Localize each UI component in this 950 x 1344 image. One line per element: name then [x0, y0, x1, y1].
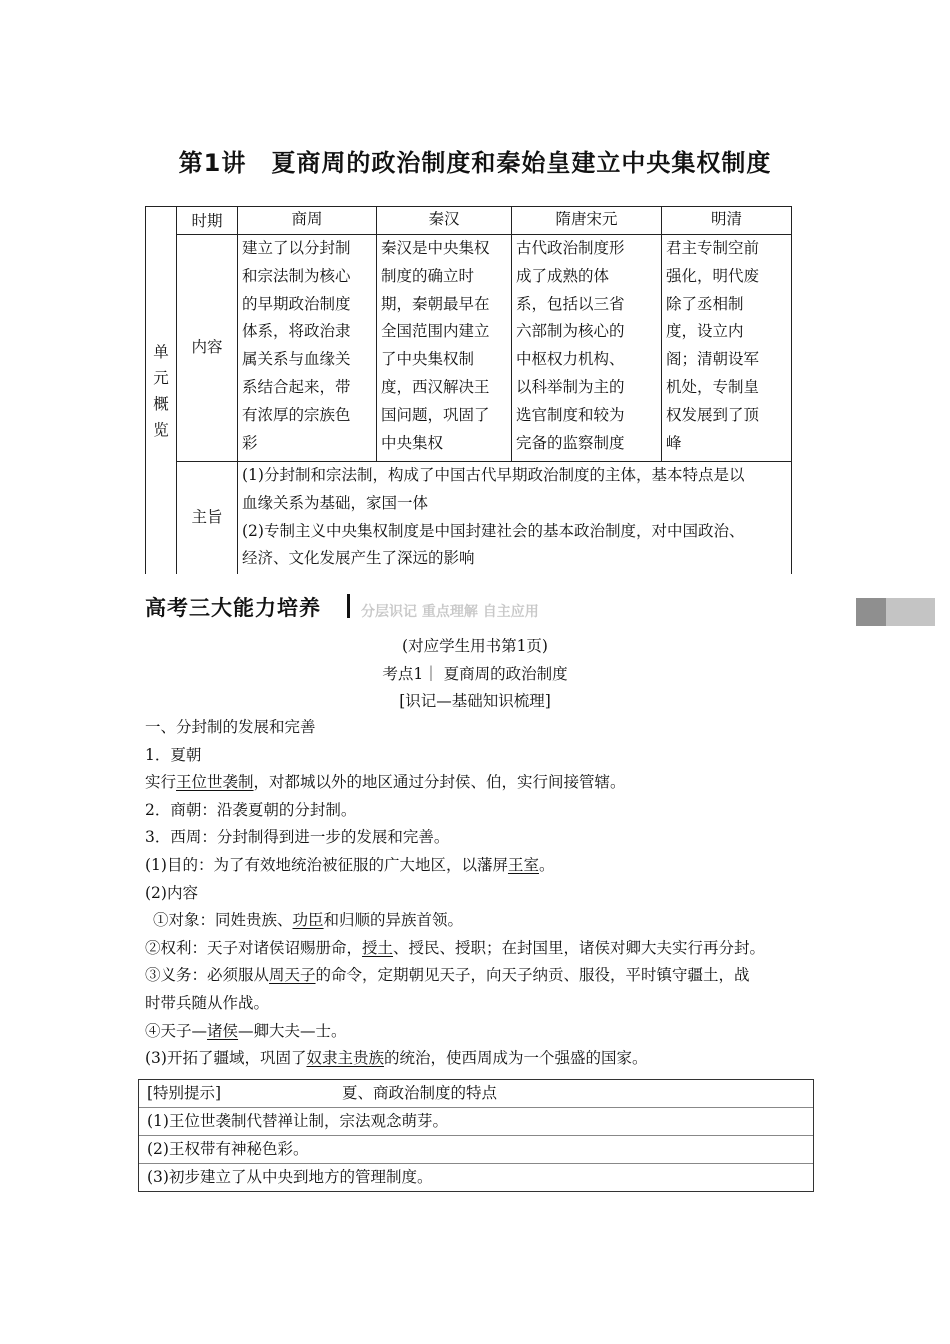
duty-text: ③义务：必须服从周天子的命令，定期朝见天子，向天子纳贡、服役，平时镇守疆土，战	[145, 966, 750, 985]
tip-item: (1)王位世袭制代替禅让制，宗法观念萌芽。	[139, 1108, 813, 1136]
rights-text: ②权利：天子对诸侯诏赐册命，授土、授民、授职；在封国里，诸侯对卿大夫实行再分封。	[145, 938, 766, 957]
theme-header: 主旨	[177, 462, 238, 575]
tip-label: [特别提示]	[147, 1084, 222, 1102]
tip-header	[139, 1080, 813, 1108]
period-qinhan: 秦汉	[377, 207, 512, 235]
content-heading: (2)内容	[145, 883, 198, 902]
book-reference: (对应学生用书第1页)	[402, 637, 548, 655]
zhou-text: 3．西周：分封制得到进一步的发展和完善。	[145, 828, 450, 847]
section-heading: 一、分封制的发展和完善	[145, 718, 316, 736]
result-text: (3)开拓了疆域，巩固了奴隶主贵族的统治，使西周成为一个强盛的国家。	[145, 1049, 648, 1068]
xia-text: 实行王位世袭制，对都城以外的地区通过分封侯、伯，实行间接管辖。	[145, 773, 626, 792]
section-banner	[145, 592, 935, 626]
content-suitang: 古代政治制度形 成了成熟的体 系，包括以三省 六部制为核心的 中枢权力机构、 以科举制为主的 选官制度和较为 完备的监察制度	[512, 235, 662, 462]
duty-text-cont: 时带兵随从作战。	[145, 993, 270, 1012]
body-text	[145, 714, 825, 1073]
unit-overview-table	[145, 206, 792, 574]
theme-content: (1)分封制和宗法制，构成了中国古代早期政治制度的主体，基本特点是以 血缘关系为基础，家国一体 (2)专制主义中央集权制度是中国封建社会的基本政治制度，对中国政治、 经济、文化发展产生了深远的影响	[238, 462, 792, 575]
banner-block-light	[886, 598, 935, 626]
banner-title: 高考三大能力培养	[145, 596, 321, 620]
purpose-text: (1)目的：为了有效地统治被征服的广大地区，以藩屏王室。	[145, 855, 555, 874]
content-qinhan: 秦汉是中央集权 制度的确立时 期，秦朝最早在 全国范围内建立 了中央集权制 度，西汉解决王 国问题，巩固了 中央集权	[377, 235, 512, 462]
content-shangzhou: 建立了以分封制 和宗法制为核心 的早期政治制度 体系，将政治隶 属关系与血缘关 系结合起来，带 有浓厚的宗族色 彩	[238, 235, 377, 462]
tip-item: (3)初步建立了从中央到地方的管理制度。	[147, 1168, 433, 1186]
content-mingqing: 君主专制空前 强化，明代废 除了丞相制 度，设立内 阁；清朝设军 机处，专制皇 权发展到了顶 峰	[662, 235, 792, 462]
special-tip-box	[138, 1079, 814, 1192]
banner-subtitle: 分层识记 重点理解 自主应用	[361, 604, 539, 620]
page-title: 第1讲 夏商周的政治制度和秦始皇建立中央集权制度	[178, 149, 772, 177]
shang-text: 2．商朝：沿袭夏朝的分封制。	[145, 800, 357, 819]
period-suitang: 隋唐宋元	[512, 207, 662, 235]
banner-divider	[347, 594, 350, 618]
banner-block-dark	[856, 598, 886, 626]
subtopic-heading: [识记—基础知识梳理]	[399, 692, 551, 710]
content-header: 内容	[177, 235, 238, 462]
unit-overview-label: 单 元 概 览	[146, 207, 177, 575]
period-shangzhou: 商周	[238, 207, 377, 235]
tip-item: (2)王权带有神秘色彩。	[139, 1136, 813, 1164]
tip-heading: 夏、商政治制度的特点	[342, 1084, 498, 1102]
xia-title: 1．夏朝	[145, 745, 202, 764]
topic-heading: 考点1｜ 夏商周的政治制度	[382, 665, 568, 683]
object-text: ①对象：同姓贵族、功臣和归顺的异族首领。	[153, 911, 464, 930]
period-mingqing: 明清	[662, 207, 792, 235]
hierarchy-text: ④天子—诸侯—卿大夫—士。	[145, 1021, 347, 1040]
period-header: 时期	[177, 207, 238, 235]
